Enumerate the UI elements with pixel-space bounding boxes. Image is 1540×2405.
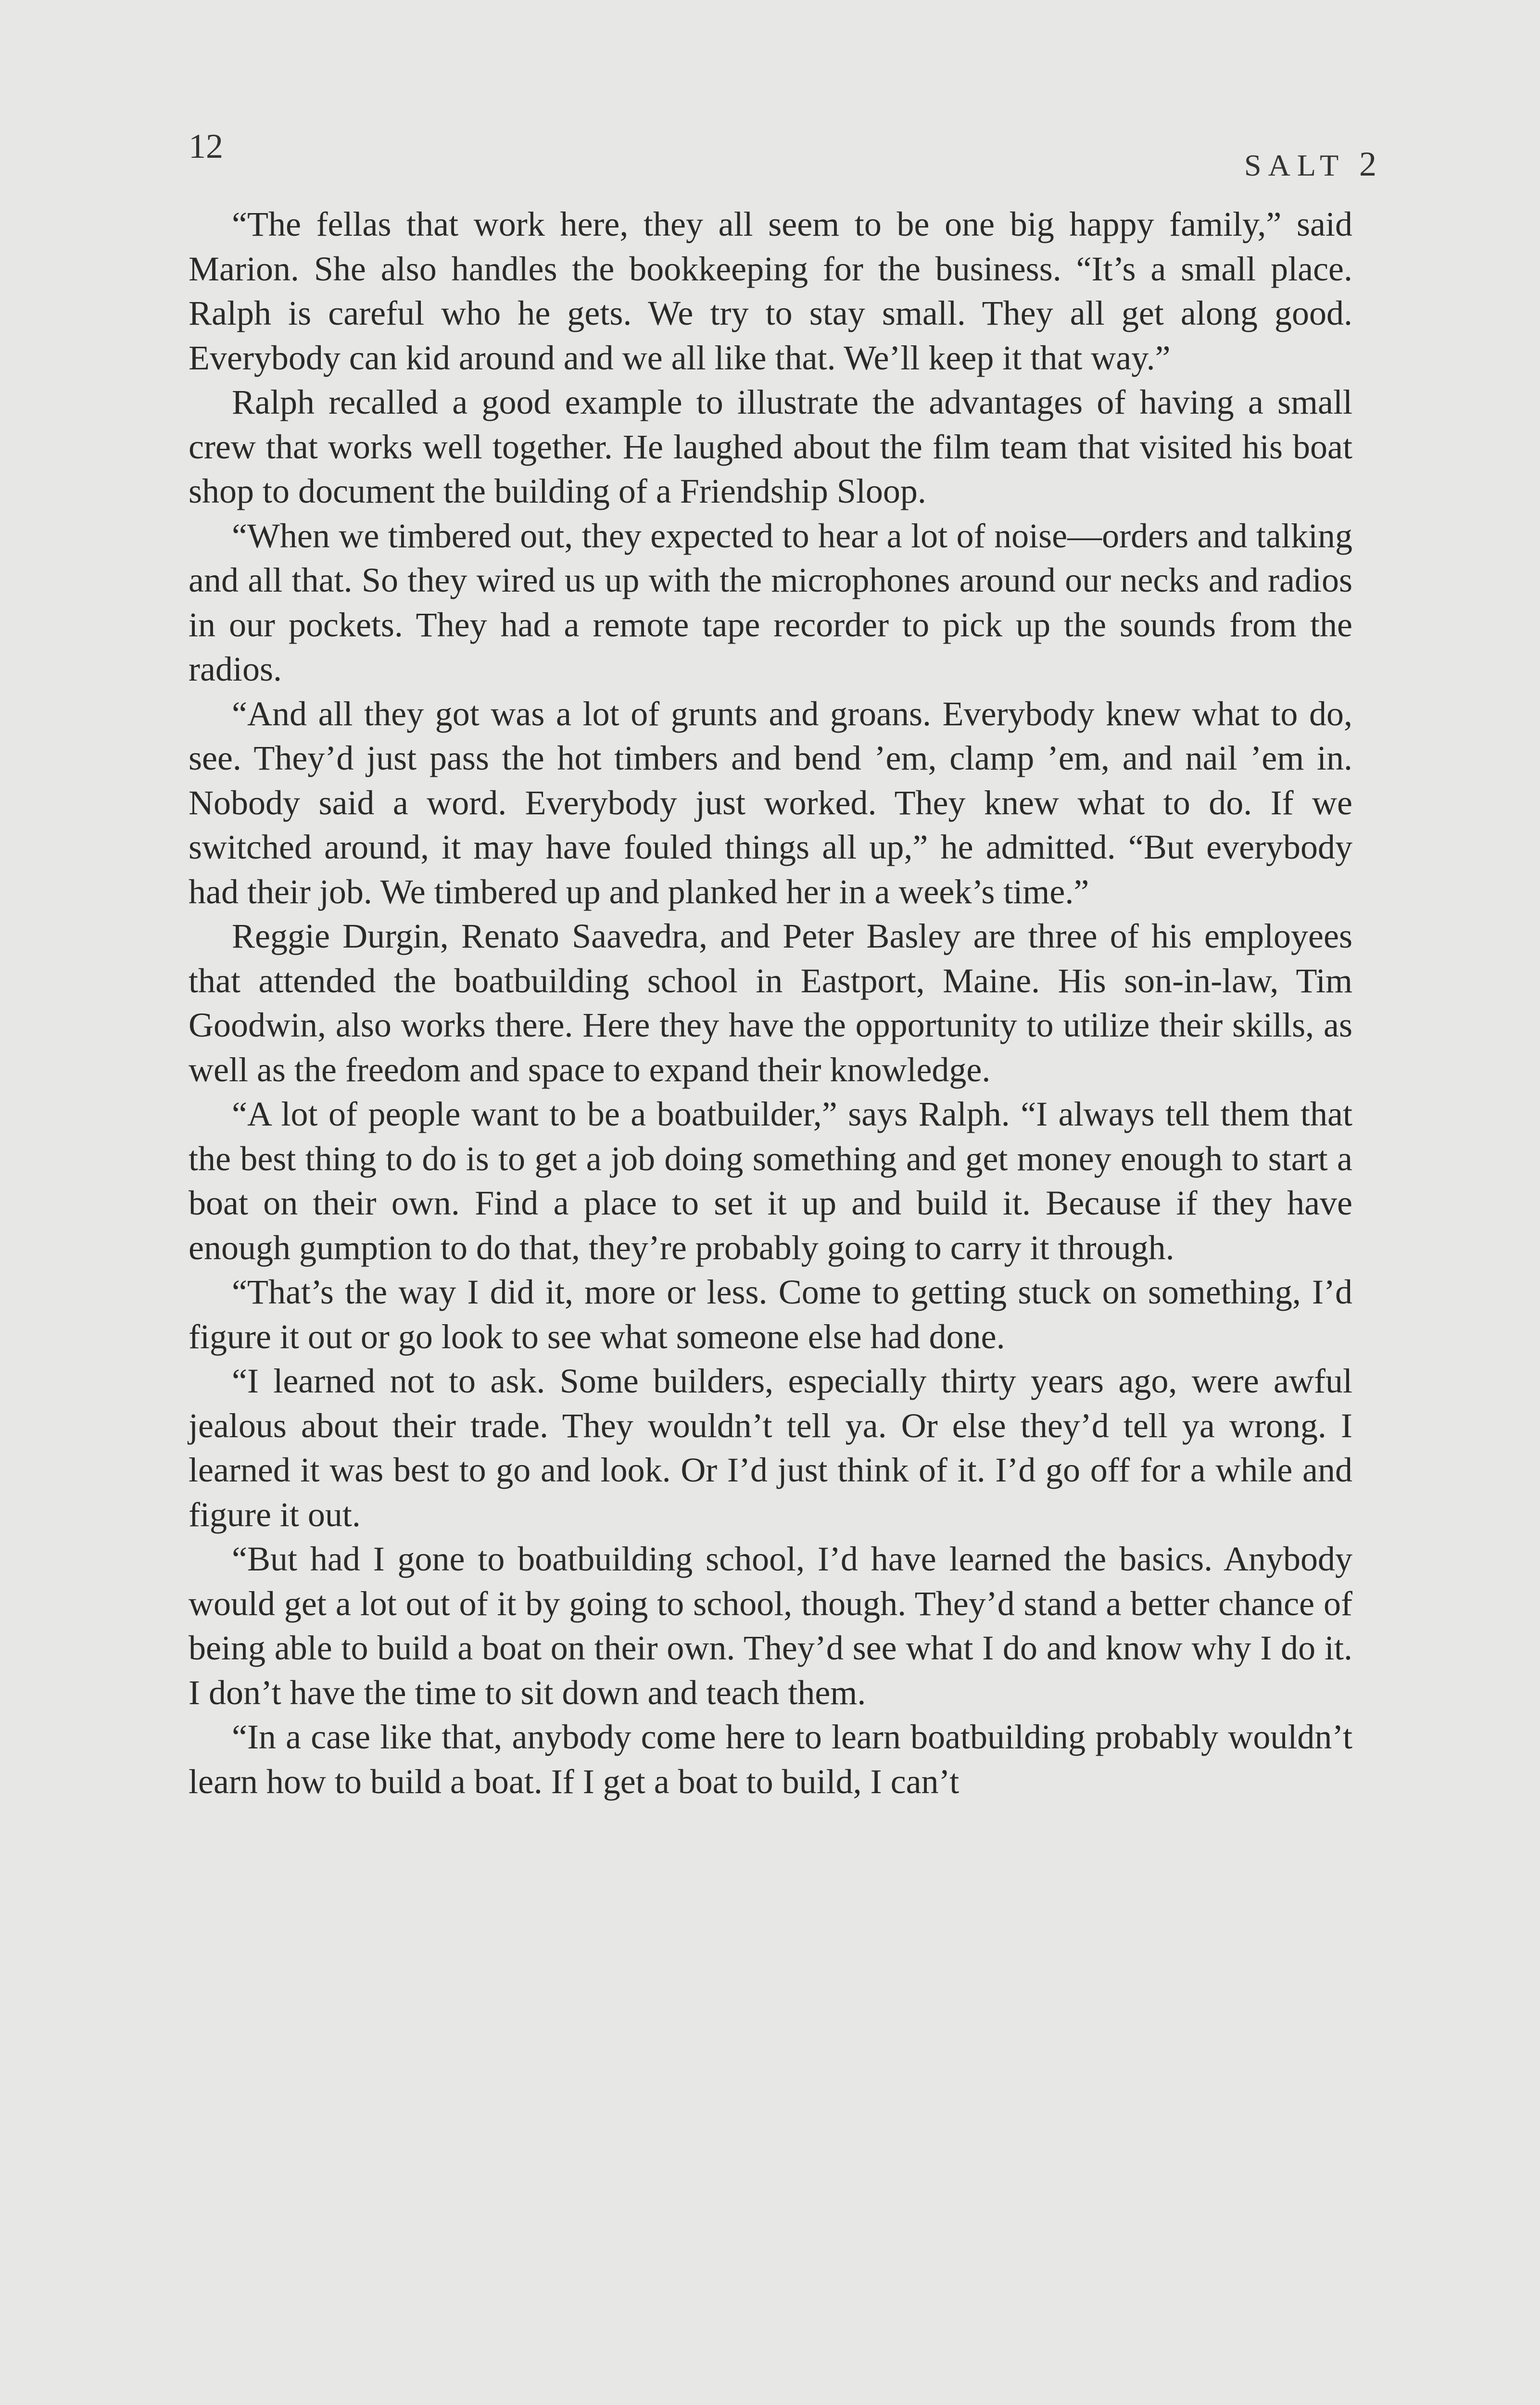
paragraph: “In a case like that, anybody come here to learn boatbuilding probably wouldn’t learn how to build a boat. If I get a boat to build, I can’t [189, 1718, 1352, 1801]
article-body [189, 202, 1352, 1804]
publication-title: SALT [1244, 148, 1345, 182]
paragraph: “The fellas that work here, they all seem to be one big happy family,” said Marion. She also handles the bookkeeping for the business. “It’s a small place. Ralph is careful who he gets. We try to stay small. They all get along good. Everybody can kid around and we all like that. We’ll keep it that way.” [189, 205, 1352, 377]
paragraph: Reggie Durgin, Renato Saavedra, and Peter Basley are three of his employees that attended the boatbuilding school in Eastport, Maine. His son-in-law, Tim Goodwin, also works there. Here they have the opportunity to utilize their skills, as well as the freedom and space to expand their knowledge. [189, 917, 1352, 1089]
page-number: 12 [189, 127, 223, 165]
running-head [1244, 144, 1376, 184]
paragraph: “And all they got was a lot of grunts and groans. Everybody knew what to do, see. They’d just pass the hot timbers and bend ’em, clamp ’em, and nail ’em in. Nobody said a word. Everybody just worked. They knew what to do. If we switched around, it may have fouled things all up,” he admitted. “But everybody had their job. We timbered up and planked her in a week’s time.” [189, 694, 1352, 911]
paragraph: “I learned not to ask. Some builders, especially thirty years ago, were awful jealous about their trade. They wouldn’t tell ya. Or else they’d tell ya wrong. I learned it was best to go and look. Or I’d just think of it. I’d go off for a while and figure it out. [189, 1362, 1352, 1534]
paragraph: “That’s the way I did it, more or less. Come to getting stuck on something, I’d figure it out or go look to see what someone else had done. [189, 1273, 1352, 1356]
paragraph: Ralph recalled a good example to illustrate the advantages of having a small crew that works well together. He laughed about the film team that visited his boat shop to document the building of a Friendship Sloop. [189, 383, 1352, 510]
issue-number: 2 [1359, 145, 1376, 183]
paragraph: “But had I gone to boatbuilding school, I’d have learned the basics. Anybody would get a lot out of it by going to school, though. They’d stand a better chance of being able to build a boat on their own. They’d see what I do and know why I do it. I don’t have the time to sit down and teach them. [189, 1540, 1352, 1712]
paragraph: “A lot of people want to be a boatbuilder,” says Ralph. “I always tell them that the best thing to do is to get a job doing something and get money enough to start a boat on their own. Find a place to set it up and build it. Because if they have enough gumption to do that, they’re probably going to carry it through. [189, 1095, 1352, 1267]
paragraph: “When we timbered out, they expected to hear a lot of noise—orders and talking and all that. So they wired us up with the microphones around our necks and radios in our pockets. They had a remote tape recorder to pick up the sounds from the radios. [189, 516, 1352, 688]
